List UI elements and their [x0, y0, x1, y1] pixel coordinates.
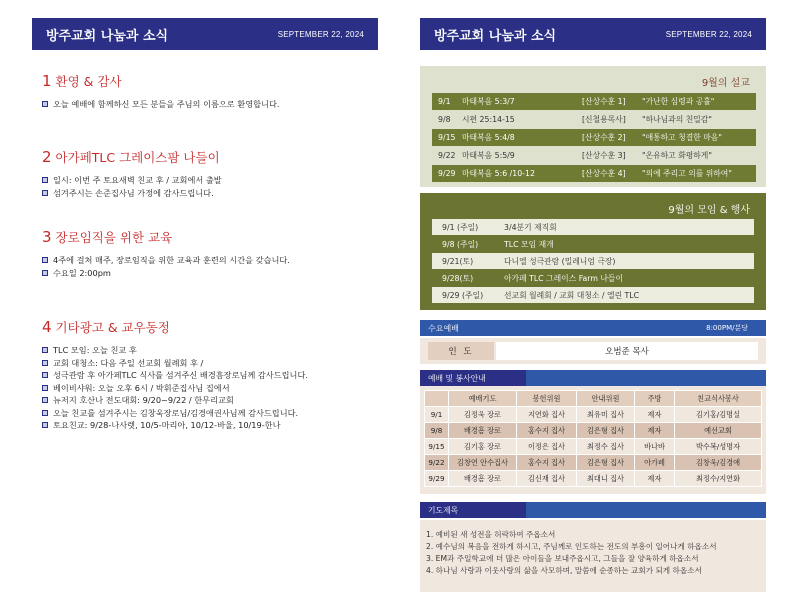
sermon-topic: "하나님과의 친밀감"	[642, 115, 712, 124]
table-cell: 제자	[635, 423, 675, 439]
column-header	[425, 391, 449, 407]
sermon-topic: "애통하고 청결한 마음"	[642, 133, 722, 142]
sermon-ref: 마태복음 5:3/7	[462, 97, 515, 106]
event-date: 9/28(토)	[442, 273, 474, 283]
sermon-date: 9/22	[438, 151, 456, 160]
list-item	[42, 394, 382, 407]
bullet-icon	[42, 410, 48, 416]
sermon-row	[432, 93, 756, 110]
table-cell: 김은형 집사	[577, 455, 635, 471]
left-header	[32, 18, 378, 50]
event-desc: 선교회 월례회 / 교회 대청소 / 엘린 TLC	[504, 290, 640, 300]
sermon-row	[432, 165, 756, 182]
sermon-series: [산상수훈 3]	[582, 151, 626, 160]
table-cell: 김정욱 장로	[449, 407, 517, 423]
table-cell: 박수복/성명자	[675, 439, 762, 455]
wednesday-time: 8:00PM/분당	[706, 324, 748, 332]
leader-name: 오범준 목사	[496, 342, 758, 360]
event-row	[432, 270, 754, 286]
section-announcements	[42, 318, 382, 432]
event-row	[432, 287, 754, 303]
table-cell: 최정수 집사	[577, 439, 635, 455]
table-cell: 김기홍 장로	[449, 439, 517, 455]
list-item	[42, 407, 382, 420]
section-number: 1	[42, 72, 52, 90]
section-welcome	[42, 72, 382, 111]
table-cell: 김창연 안수집사	[449, 455, 517, 471]
table-cell: 예선교회	[675, 423, 762, 439]
worship-tab: 예배 및 봉사안내	[420, 370, 526, 386]
sermon-topic: "온유하고 화평하게"	[642, 151, 712, 160]
event-date: 9/21(토)	[442, 256, 474, 266]
prayer-item: 2. 예수님의 복음을 전하게 하시고, 주님께로 인도하는 전도의 부흥이 일어나게 하옵소서	[426, 542, 717, 551]
sermon-series: [신철용목사]	[582, 115, 626, 124]
bullet-icon	[42, 347, 48, 353]
sermon-row	[432, 129, 756, 146]
table-cell: 김창욱/김경애	[675, 455, 762, 471]
item-text: 뉴저지 호산나 전도대회: 9/20~9/22 / 한무리교회	[53, 395, 234, 405]
event-desc: 3/4분기 제직회	[504, 222, 557, 232]
table-cell: 이정은 집사	[517, 439, 577, 455]
event-date: 9/8 (주일)	[442, 239, 479, 249]
worship-bar	[526, 370, 766, 386]
right-page	[396, 0, 792, 612]
wednesday-bar	[420, 320, 766, 336]
bullet-icon	[42, 101, 48, 107]
sermon-ref: 마태복음 5:4/8	[462, 133, 515, 142]
table-cell: 바나바	[635, 439, 675, 455]
prayer-item: 4. 하나님 사랑과 이웃사랑의 삶을 사모하며, 말씀에 순종하는 교회가 되게 하옵소서	[426, 566, 702, 575]
list-item	[42, 267, 382, 280]
sermon-row	[432, 147, 756, 164]
sermon-series: [산상수훈 2]	[582, 133, 626, 142]
item-text: 토요친교: 9/28-나사렛, 10/5-마리아, 10/12-바울, 10/19-한나	[53, 420, 281, 430]
worship-table-wrap	[420, 386, 766, 494]
sermon-date: 9/8	[438, 115, 451, 124]
bullet-icon	[42, 422, 48, 428]
section-heading	[42, 228, 382, 246]
column-header: 봉헌위원	[517, 391, 577, 407]
item-text: 일시: 이번 주 토요새벽 친교 후 / 교회에서 출발	[53, 175, 222, 185]
sermon-schedule	[420, 66, 766, 187]
bullet-icon	[42, 257, 48, 263]
prayer-item: 1. 예비된 새 성전을 허락하여 주옵소서	[426, 530, 556, 539]
right-header	[420, 18, 766, 50]
list-item	[42, 382, 382, 395]
prayer-item: 3. EM과 주일학교에 더 많은 아이들을 보내주옵시고, 그들을 잘 양육하게 하옵소서	[426, 554, 699, 563]
item-text: 섬겨주시는 손준집사님 가정에 감사드립니다.	[53, 187, 214, 198]
section-number: 2	[42, 148, 52, 166]
sermon-title: 9월의 설교	[701, 78, 750, 89]
sermon-date: 9/1	[438, 97, 451, 106]
table-cell: 9/1	[425, 407, 449, 423]
sermon-topic: "의에 주리고 의를 위하여"	[642, 169, 732, 178]
list-item	[42, 174, 382, 187]
item-text: 수요일 2:00pm	[53, 267, 111, 278]
bullet-icon	[42, 270, 48, 276]
leader-row	[428, 342, 758, 360]
bullet-icon	[42, 190, 48, 196]
event-row	[432, 236, 754, 252]
table-cell: 배경흠 장로	[449, 471, 517, 487]
events-schedule	[420, 193, 766, 310]
events-title: 9월의 모임 & 행사	[668, 205, 750, 216]
section-title: 환영 & 감사	[55, 74, 122, 89]
table-cell: 9/29	[425, 471, 449, 487]
section-outing	[42, 148, 382, 199]
table-cell: 제자	[635, 471, 675, 487]
sermon-date: 9/29	[438, 169, 456, 178]
item-text: 오늘 친교를 섬겨주시는 김창욱장로님/김경애권사님께 감사드립니다.	[53, 407, 299, 418]
bulletin-date: SEPTEMBER 22, 2024	[277, 29, 364, 39]
wednesday-leader	[420, 338, 766, 364]
bulletin-title: 방주교회 나눔과 소식	[46, 28, 169, 44]
section-number: 3	[42, 228, 52, 246]
sermon-series: [산상수훈 4]	[582, 169, 626, 178]
table-cell: 9/22	[425, 455, 449, 471]
table-cell: 김기홍/김명실	[675, 407, 762, 423]
item-text: 4주에 걸쳐 매주, 장로임직을 위한 교육과 훈련의 시간을 갖습니다.	[53, 255, 290, 265]
table-cell: 최대니 집사	[577, 471, 635, 487]
item-text: 베이비샤워: 오늘 오후 6시 / 박휘준집사님 집에서	[53, 382, 230, 393]
bullet-icon	[42, 177, 48, 183]
worship-table	[424, 390, 762, 487]
event-row	[432, 253, 754, 269]
table-cell: 배경흠 장로	[449, 423, 517, 439]
prayer-list	[420, 520, 766, 592]
bullet-icon	[42, 360, 48, 366]
list-item	[42, 98, 382, 111]
wednesday-title: 수요예배	[428, 323, 459, 333]
list-item	[42, 369, 382, 382]
section-elder-training	[42, 228, 382, 279]
table-cell: 제자	[635, 407, 675, 423]
table-cell: 김신재 집사	[517, 471, 577, 487]
column-header: 예배기도	[449, 391, 517, 407]
sermon-series: [산상수훈 1]	[582, 97, 626, 106]
bullet-icon	[42, 385, 48, 391]
column-header: 친교식사봉사	[675, 391, 762, 407]
bulletin-title: 방주교회 나눔과 소식	[434, 28, 557, 44]
table-row	[425, 439, 762, 455]
section-title: 아가페TLC 그레이스팜 나들이	[55, 150, 220, 165]
item-text: 성극관람 후 아가페TLC 식사를 섬겨주신 배경흠장로님께 감사드립니다.	[53, 370, 308, 380]
sermon-ref: 마태복음 5:5/9	[462, 151, 515, 160]
column-header: 안내위원	[577, 391, 635, 407]
table-cell: 지연화 집사	[517, 407, 577, 423]
section-number: 4	[42, 318, 52, 336]
table-cell: 9/15	[425, 439, 449, 455]
event-row	[432, 219, 754, 235]
event-date: 9/1 (주일)	[442, 222, 479, 232]
list-item	[42, 254, 382, 267]
list-item	[42, 357, 382, 370]
item-text: 오늘 예배에 함께하신 모든 분들을 주님의 이름으로 환영합니다.	[53, 99, 280, 109]
bulletin-date: SEPTEMBER 22, 2024	[665, 29, 752, 39]
prayer-bar	[526, 502, 766, 518]
item-text: 교회 대청소: 다음 주일 선교회 월례회 후 /	[53, 357, 204, 368]
event-desc: 다니엘 성극관람 (밀레니엄 극장)	[504, 256, 616, 266]
bullet-icon	[42, 397, 48, 403]
section-heading	[42, 148, 382, 166]
table-cell: 9/8	[425, 423, 449, 439]
list-item	[42, 419, 382, 432]
bullet-icon	[42, 372, 48, 378]
sermon-ref: 마태복음 5:6 /10-12	[462, 169, 535, 178]
table-cell: 김은형 집사	[577, 423, 635, 439]
table-row	[425, 455, 762, 471]
event-date: 9/29 (주일)	[442, 290, 484, 300]
sermon-ref: 시편 25:14-15	[462, 115, 515, 124]
event-desc: TLC 모임 재개	[504, 239, 554, 249]
table-row	[425, 471, 762, 487]
table-row	[425, 423, 762, 439]
item-text: TLC 모임: 오늘 친교 후	[53, 345, 137, 355]
section-title: 기타광고 & 교우동정	[55, 320, 170, 335]
sermon-row	[432, 111, 756, 128]
table-row	[425, 407, 762, 423]
section-heading	[42, 72, 382, 90]
sermon-topic: "가난한 심령과 공휼"	[642, 97, 715, 106]
column-header: 주방	[635, 391, 675, 407]
sermon-date: 9/15	[438, 133, 456, 142]
list-item	[42, 344, 382, 357]
table-cell: 홍수지 집사	[517, 455, 577, 471]
table-cell: 최정수/지연화	[675, 471, 762, 487]
section-title: 장로임직을 위한 교육	[55, 230, 173, 245]
table-header-row	[425, 391, 762, 407]
event-desc: 아가페 TLC 그레이스 Farm 나들이	[504, 273, 623, 283]
table-cell: 아가페	[635, 455, 675, 471]
prayer-tab: 기도제목	[420, 502, 526, 518]
leader-label: 인 도	[428, 342, 494, 360]
section-heading	[42, 318, 382, 336]
list-item	[42, 187, 382, 200]
table-cell: 홍수지 집사	[517, 423, 577, 439]
table-cell: 최유미 집사	[577, 407, 635, 423]
